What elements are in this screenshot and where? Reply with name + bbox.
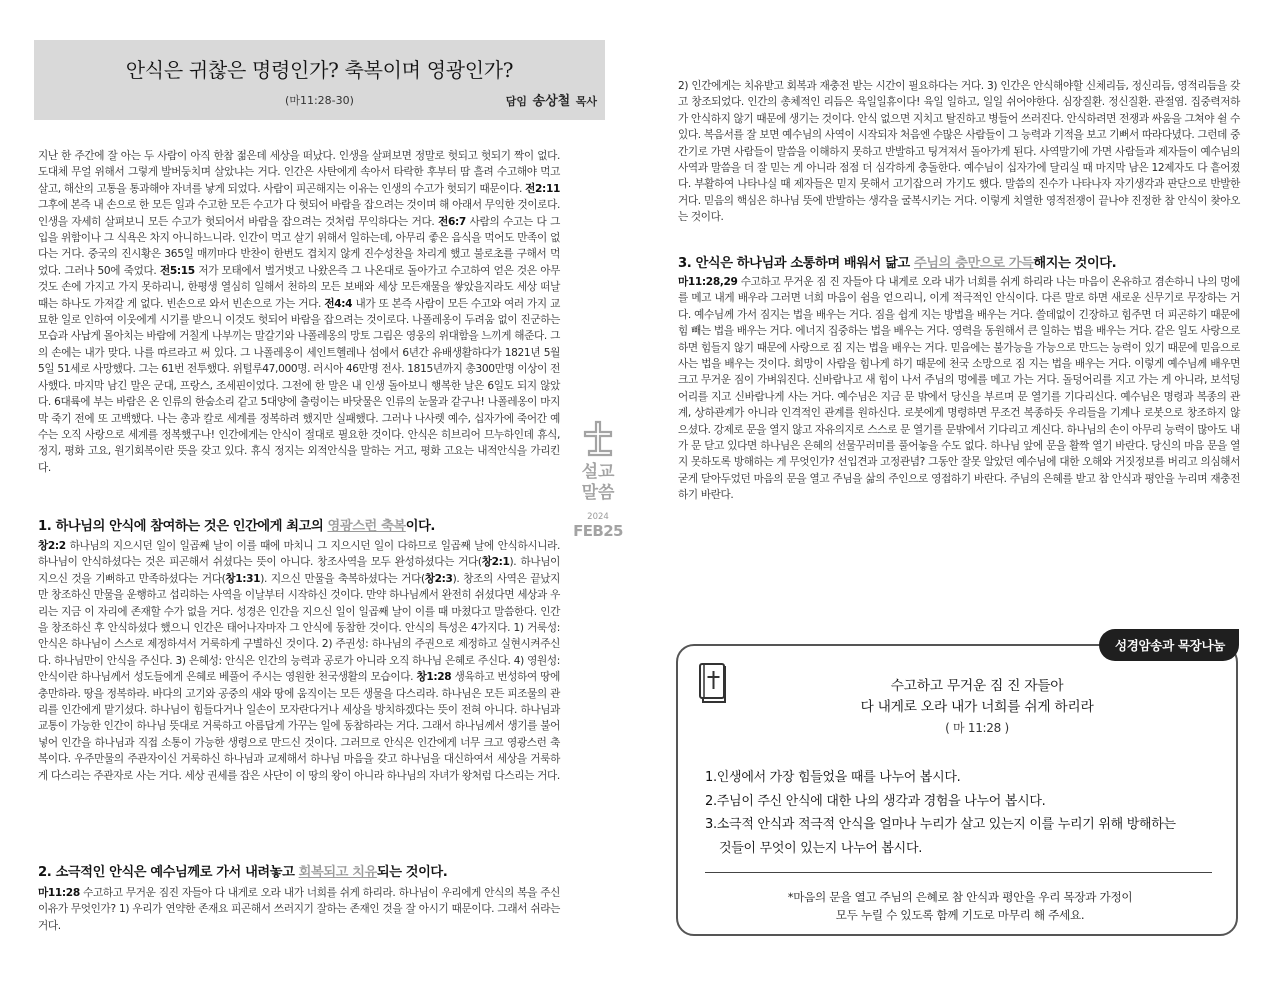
divider-year: 2024 xyxy=(587,512,609,522)
intro-paragraph: 지난 한 주간에 잘 아는 두 사람이 아직 한참 젊은데 세상을 떠났다. 인생을 살펴보면 정말로 헛되고 헛되기 짝이 없다. 도대체 무얼 위해서 그렇게 발버둥치며 살았냐는 거다. 인간은 사탄에게 속아서 타락한 후부터 땀 흘려 수고해야 먹고 살고, 해산의 고통을 통과해야 자녀를 낳게 되었다. 사람이 피곤해지는 이유는 인생의 수고가 헛되기 때문이다. 전2:11 그후에 본즉 내 손으로 한 모든 일과 수고한 모든 수고가 다 헛되어 바람을 잡으려는 것이며 해 아래서 무익한 것이로다. 인생을 자세히 살펴보니 모든 수고가 헛되어서 바람을 잡으려는 것처럼 무익하다는 거다. 전6:7 사람의 수고는 다 그 입을 위함이나 그 식욕은 차지 아니하느니라. 인간이 먹고 살기 위해서 일하는데, 아무리 좋은 음식을 먹어도 만족이 없다는 거다. 중국의 진시황은 365일 매끼마다 반찬이 한번도 겹치지 않게 진수성찬을 차리게 했고 불로초를 구해서 먹었다. 그러나 50에 죽었다. 전5:15 저가 모태에서 벌거벗고 나왔은즉 그 나온대로 돌아가고 수고하여 얻은 것은 아무 것도 손에 가지고 가지 못하리니, 한평생 열심히 일해서 천하의 모든 보배와 세상 모든재물을 쌓았을지라도 세상 떠날 때는 하나도 가져갈 게 없다. 빈손으로 와서 빈손으로 가는 거다. 전4:4 내가 또 본즉 사람이 모든 수고와 여러 가지 교묘한 일로 인하여 이웃에게 시기를 받으니 이것도 헛되어 바람을 잡으려는 것이로다. 나폴레옹이 두려움 없이 진군하는 모습과 사납게 몰아치는 바람에 거칠게 나부끼는 말갈기와 나폴레옹의 망토 그림은 영웅의 위대함을 느끼게 해준다. 그의 손에는 내가 맞다. 나를 따르라고 써 있다. 그 나폴레옹이 세인트헬레나 섬에서 6년간 유배생활하다가 1821년 5월 5일 51세로 사망했다. 그는 61번 전투했다. 위털루47,000명. 러시아 46만명 전사. 1815년까지 총300만명 이상이 전사했다. 마지막 남긴 말은 군대, 프랑스, 조세핀이었다. 그전에 한 말은 내 인생 돌아보니 행복한 날은 6일도 되지 않았다. 6대륙에 부는 바람은 온 인류의 한숨소리 같고 5대양에 출렁이는 바닷물은 인류의 눈물과 같구나! 나폴레옹이 마지막 죽기 전에 또 고백했다. 나는 총과 칼로 세계를 정복하려 했지만 실패했다. 그러나 나사렛 예수, 십자가에 죽어간 예수는 오직 사랑으로 세계를 정복했구나! 인간에게는 안식이 절대로 필요한 것이다. 안식은 히브리어 므누하인데 휴식, 정지, 평화 고요, 원기회복이란 뜻을 갖고 있다. 휴식 정지는 외적안식을 말하는 거고, 평화 고요는 내적안식을 가리킨다. xyxy=(38,150,561,474)
section1-body: 창2:2 하나님의 지으시던 일이 일곱째 날이 이를 때에 마치니 그 지으시던 일이 다하므로 일곱째 날에 안식하시니라. 하나님이 안식하셨다는 것은 피곤해서 쉬셨다는 뜻이 아니다. 창조사역을 모두 완성하셨다는 거다(창2:1). 하나님이 지으신 것을 기뻐하고 만족하셨다는 거다(창1:31). 지으신 만물을 축복하셨다는 거다(창2:3). 창조의 사역은 끝났지만 창조하신 만물을 운행하고 섭리하는 사역을 이날부터 시작하신 것이다. 만약 하나님께서 완전히 쉬셨다면 세상과 우리는 지금 이 자리에 존재할 수가 없을 거다. 성경은 인간을 지으신 일이 일곱째 날이 이를 때 마쳤다고 말씀한다. 인간을 창조하신 후 안식하셨다 했으니 인간은 태어나자마자 그 안식에 동참한 것이다. 안식의 특성은 4가지다. 1) 거룩성: 안식은 하나님이 스스로 제정하셔서 거룩하게 구별하신 것이다. 2) 주권성: 하나님의 주권으로 제정하고 실현시켜주신다. 하나님만이 안식을 주신다. 3) 은혜성: 안식은 인간의 능력과 공로가 아니라 오직 하나님 은혜로 주신다. 4) 영원성: 안식이란 하나님께서 성도들에게 은혜로 베풀어 주시는 영원한 천국생활의 모습이다. 창1:28 생육하고 번성하여 땅에 충만하라. 땅을 정복하라. 바다의 고기와 공중의 새와 땅에 움직이는 모든 생물을 다스리라. 하나님은 모든 피조물의 관리를 인간에게 맡기셨다. 하나님이 힘들다거나 일손이 모자란다거나 세상을 방치하겠다는 뜻이 전혀 아니다. 하나님과 교통이 가능한 인간이 하나님 뜻대로 거룩하고 아름답게 가꾸는 일에 동참하라는 거다. 그래서 하나님께서 생기를 불어넣어 인간을 하나님과 직접 소통이 가능한 생령으로 만드신 것이다. 그러므로 안식은 인간에게 너무 크고 영광스런 축복이다. 우주만물의 주관자이신 거룩하신 하나님과 교제해서 하나님 마음을 갖고 하나님을 대신하여서 세상을 거룩하게 다스리는 주관자로 사는 거다. 세상 권세를 잡은 사단이 이 땅의 왕이 아니라 하나님의 자녀가 왕처럼 다스리는 거다. xyxy=(38,540,560,782)
section1-heading xyxy=(38,518,578,536)
question-1: 1.인생에서 가장 힘들었을 때를 나누어 봅시다. xyxy=(705,770,961,785)
memory-verse-line1: 수고하고 무거운 짐 진 자들아 xyxy=(890,678,1064,694)
section2-continuation: 2) 인간에게는 치유받고 회복과 재충전 받는 시간이 필요하다는 거다. 3) 인간은 안식해야할 신체리듬, 정신리듬, 영적리듬을 갖고 창조되었다. 인간의 총체적인 리듬은 육일일휴이다! 육일 일하고, 일일 쉬어야한다. 심장질환. 정신질환. 관절염. 집중력저하가 안식하지 않기 때문에 생기는 것이다. 안식 없으면 지치고 탈진하고 병들어 쓰러진다. 안식하려면 전쟁과 싸움을 그쳐야 쉴 수 있다. 복음서를 잘 보면 예수님의 사역이 시작되자 처음엔 수많은 사람들이 그 능력과 기적을 보고 기뻐서 따라다녔다. 그런데 중간기로 가면 사람들이 말씀을 이해하지 못하고 반발하고 팅겨져서 돌아가게 된다. 사역말기에 가면 사람들과 제자들이 예수님의 사역과 말씀을 더 잘 믿는 게 아니라 점점 더 심각하게 충돌한다. 예수님이 십자가에 달리실 때 마지막 남은 12제자도 다 흩어졌다. 부활하여 나타나실 때 제자들은 믿지 못해서 고기잡으러 가기도 했다. 말씀의 진수가 나타나자 자기생각과 판단으로 반발한 거다. 믿음의 핵심은 하나님 뜻에 반발하는 생각을 굴복시키는 거다. 이렇게 치열한 영적전쟁이 끝나야 진정한 참 안식이 찾아오는 것이다. xyxy=(678,80,1240,224)
scripture-citation: 창2:1 xyxy=(481,556,510,569)
center-divider xyxy=(570,420,626,540)
section3-heading-end: 해지는 것이다. xyxy=(1033,256,1117,271)
bible-memory-card xyxy=(676,638,1238,936)
question-3-cont: 것들이 무엇이 있는지 나누어 봅시다. xyxy=(719,840,923,856)
card-note xyxy=(708,888,1212,924)
question-2: 2.주님이 주신 안식에 대한 나의 생각과 경험을 나누어 봅시다. xyxy=(705,793,1046,809)
divider-label-line2: 말씀 xyxy=(581,483,615,503)
section3-heading xyxy=(678,255,1240,273)
scripture-citation: 창2:2 xyxy=(38,540,66,552)
cross-icon xyxy=(582,420,614,460)
card-note-line1: *마음의 문을 열고 주님의 은혜로 참 안식과 평안을 우리 목장과 가정이 xyxy=(787,890,1133,904)
pastor-role-post: 목사 xyxy=(575,95,597,108)
section3-body: 마11:28,29 수고하고 무거운 짐 진 자들아 다 내게로 오라 내가 너희를 쉬게 하리라 나는 마음이 온유하고 겸손하니 나의 멍에를 메고 내게 배우라 그러면 너희 마음이 쉼을 얻으리니, 이게 적극적인 안식이다. 다른 말로 하면 새로운 신무기로 무장하는 거다. 예수님께 가서 짐지는 법을 배우는 거다. 짐을 쉽게 지는 방법을 배우는 거다. 쓸데없이 긴장하고 힘주면 더 피곤하기 때문에 힘 빼는 법을 배우는 거다. 에너지 집중하는 법을 배우는 거다. 영력을 동원해서 큰 일하는 법을 배우는 거다. 같은 일도 사랑으로 하면 힘들지 않기 때문에 사랑으로 짐 지는 법을 배우는 거다. 믿음에는 불가능을 가능으로 만드는 능력이 있기 때문에 믿음으로 사는 법을 배우는 것이다. 희망이 사람을 힘나게 하기 때문에 천국 소망으로 짐 지는 법을 배우는 거다. 이렇게 예수님께 배우면 크고 무거운 짐이 가벼워진다. 신바람나고 새 힘이 나서 주님의 멍에를 메고 가는 거다. 돌덩어리를 지고 가는 게 아니라, 보석덩어리를 지고 신바람나게 사는 거다. 예수님은 지금 문 밖에서 당신을 부르며 문 열기를 기다리신다. 예수님은 명령과 복종의 관계, 상하관계가 아니라 인격적인 관계를 원하신다. 로봇에게 명령하면 무조건 복종하듯 우리들을 기계나 로봇으로 창조하지 않으셨다. 강제로 문을 열지 않고 자유의지로 스스로 문 열기를 문밖에서 기다리고 계신다. 하나님의 손이 아무리 능력이 많아도 내가 문 닫고 있다면 하나님은 은혜의 선물꾸러미를 풀어놓을 수도 없다. 하나님 앞에 문을 활짝 열기 바란다. 당신의 마음 문을 열지 못하도록 방해하는 게 무엇인가? 선입견과 고정관념? 그동안 잘못 알았던 예수님에 대한 오해와 거짓정보를 버리고 의심해서 굳게 닫아두었던 마음의 문을 열고 주님을 삶의 주인으로 영접하기 바란다. 주님의 은혜를 받고 참 안식과 평안을 누리며 재충전하기 바란다. xyxy=(678,276,1240,502)
divider-label xyxy=(570,462,626,504)
scripture-citation: 창1:28 xyxy=(416,671,452,684)
divider-label-line1: 설교 xyxy=(581,462,615,482)
sermon-title: 안식은 귀찮은 명령인가? 축복이며 영광인가? xyxy=(125,58,514,82)
scripture-citation: 전2:11 xyxy=(525,182,560,195)
question-3: 3.소극적 안식과 적극적 안식을 얼마나 누리가 살고 있는지 이를 누리기 위해 방해하는 xyxy=(705,817,1176,832)
section2-heading-text: 2. 소극적인 안식은 예수님께로 가서 내려놓고 xyxy=(38,865,299,880)
pastor-name: 송상철 xyxy=(532,94,571,109)
section2-body: 마11:28 수고하고 무거운 짐진 자들아 다 내게로 오라 내가 너희를 쉬게 하리라. 하나님이 우리에게 안식의 복을 주신 이유가 무엇인가? 1) 우리가 연약한 존재요 피곤해서 쓰러지기 잘하는 존재인 것을 잘 아시기 때문이다. 그래서 쉬라는 거다. xyxy=(38,887,560,932)
divider-date: FEB25 xyxy=(573,522,623,540)
scripture-citation: 마11:28,29 xyxy=(678,276,738,288)
sermon-title-box xyxy=(34,40,605,120)
section3-heading-highlight: 주님의 충만으로 가득 xyxy=(913,256,1034,271)
section3-heading-text: 3. 안식은 하나님과 소통하며 배워서 닮고 xyxy=(678,256,914,271)
section1-heading-text: 1. 하나님의 안식에 참여하는 것은 인간에게 최고의 xyxy=(38,519,328,534)
scripture-reference: (마11:28-30) xyxy=(285,94,354,107)
scripture-citation: 전5:15 xyxy=(159,264,195,277)
bible-icon xyxy=(698,662,728,704)
scripture-citation: 전6:7 xyxy=(438,215,466,228)
card-badge: 성경암송과 목장나눔 xyxy=(1099,629,1239,661)
section2-heading-end: 되는 것이다. xyxy=(376,865,448,880)
memory-verse xyxy=(738,676,1216,739)
pastor-role-pre: 담임 xyxy=(505,95,528,108)
section2-heading-highlight: 회복되고 치유 xyxy=(298,865,377,880)
discussion-questions xyxy=(705,766,1215,860)
memory-verse-line2: 다 내게로 오라 내가 너희를 쉬게 하리라 xyxy=(860,699,1094,715)
section1-heading-end: 이다. xyxy=(405,519,436,534)
scripture-citation: 창2:3 xyxy=(424,572,453,585)
scripture-citation: 창1:31 xyxy=(225,572,261,585)
card-note-line2: 모두 누릴 수 있도록 함께 기도로 마무리 해 주세요. xyxy=(835,908,1085,922)
section1-heading-highlight: 영광스런 축복 xyxy=(327,519,406,534)
section2-heading xyxy=(38,864,578,882)
pastor-byline xyxy=(506,90,597,109)
card-divider-line xyxy=(705,872,1212,873)
scripture-citation: 마11:28 xyxy=(38,887,80,899)
scripture-citation: 전4:4 xyxy=(324,297,353,310)
memory-verse-ref: ( 마 11:28 ) xyxy=(945,721,1009,735)
